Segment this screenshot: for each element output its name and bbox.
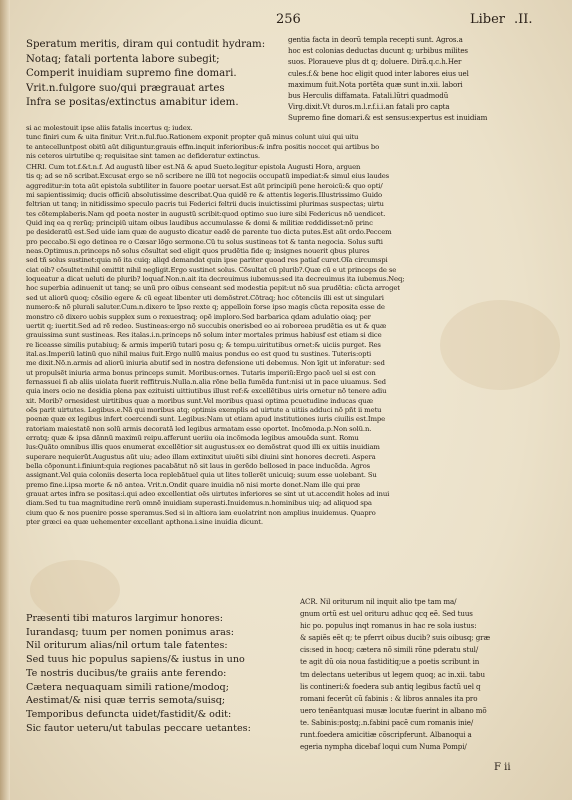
- commentary-line: hoc est colonias deductas ducunt q; urbibus milites: [288, 46, 468, 56]
- verse-line: Temporibus defuncta uidet/fastidit/& odit:: [26, 708, 232, 720]
- commentary-line: re liceasse similis putabiuq; & armis imperiũ tutari posu q; & tempu.uiritutibus ornet:& uiciis purget. Res: [26, 340, 381, 349]
- commentary-line: oẽs parit uirtutes. Legibus.e.Nã qui moribus atq; optimis exemplis ad uirtute a uitiis adduci nõ pñt ii metu: [26, 405, 382, 414]
- commentary-line: romani fecerũt cũ fabinis : & libros annales ita pro: [300, 693, 478, 703]
- verse-line: Te nostris ducibus/te graiis ante ferendo:: [26, 667, 227, 679]
- book-number: .II.: [514, 12, 533, 27]
- commentary-line: Quid inq ea q rerũq; principiũ uitam oibus laudibus accumulasse & domi & militiæ reddidisset:nõ princ: [26, 219, 373, 228]
- commentary-line: bus Herculis diffamata. Fatali.lũtri quadmodũ: [288, 91, 449, 101]
- commentary-line: tes cõtemplaberis.Nam qd poeta noster in augustũ scribit:quod optimo suo iure sibi Federicus nõ uendicet.: [26, 209, 386, 218]
- commentary-line: grauissima sunt sustineas. Res italas.i.n.princeps nõ solum inter mortales primus habiusf est etiam si dice: [26, 331, 382, 340]
- verse-line: Sic fautor ueteru/ut tabulas peccare uetantes:: [26, 722, 251, 734]
- signature-mark: F ii: [494, 762, 511, 773]
- commentary-line: lus:Quãto omnibus illis quos enumerat excellẽtior sit augustus:ex eo demõstrat quod illi ex uitiis inuidiam: [26, 443, 380, 452]
- commentary-line: cules.f.& bene hoc eligit quod inter labores eius uel: [288, 68, 469, 78]
- commentary-line: superare nequierũt.Augustus aũt uiu; adeo illam extinxitut uiuẽti sibi diuini sint honores decreti. Aspera: [26, 452, 376, 461]
- commentary-line: hoc superbia adinuenit ut tanq; se unũ pro oibus censeant sed modestia pepit:ut nõ sua prudẽtia: cũcta arroget: [26, 284, 400, 293]
- commentary-line: aggreditur:in tota aũt epistola subtiliter in fauore poetar uersat.Est aũt principiũ pene heroicũ:& quo opti/: [26, 181, 383, 190]
- verse-line: Vrit.n.fulgore suo/qui prægrauat artes: [26, 82, 225, 94]
- commentary-line: uero tenẽantquasi musæ locutæ fuerint in albano mõ: [300, 705, 487, 715]
- commentary-line: te. Sabinis:postq;.n.fabini pacẽ cum romanis inie/: [300, 717, 474, 727]
- commentary-line: fernassuei fi ab aliis uiolata fuerit reffitruis.Nulla.n.alia rõne bella fumẽda funt:nisi ut in pace uiuamus. Sed: [26, 377, 386, 386]
- commentary-line: pe desideratũ est.Sed uide iam quæ de augusto dicatur eadẽ de parente tuo dicta putes.Est aũt ordo.Peccem: [26, 228, 392, 237]
- commentary-line: grauat artes infra se positas:i.qui adeo excellentiat oẽs uirtutes inferiores se sint ut ut.accendit holes ad inui: [26, 490, 390, 499]
- commentary-line: xit. Morib? ornesidest uirtitibus quæ a moribus sunt.Vel moribus quasi optima pcuetudine inducas quæ: [26, 396, 373, 405]
- verse-line: Notaq; fatali portenta labore subegit;: [26, 53, 220, 65]
- commentary-line: uertit q; iuertit.Sed ad rẽ redeo. Sustineas:ergo nõ succubis onerisbed eo ai roboreea prudẽtia es ut & quæ: [26, 321, 387, 330]
- commentary-line: feltrian ut tanq; in nitidissimo speculo pacris tui Federici feltrii ducis inuictissimi plurimas suspectas; uirtu: [26, 200, 384, 209]
- commentary-line: ACR. Nil oriturum nil inquit alio tpe tam ma/: [300, 597, 457, 606]
- verse-block-top: [26, 38, 284, 111]
- commentary-line: si ac molestouit ipse aliis fatalis incertus q; iudex.: [26, 124, 193, 132]
- commentary-line: te agit dũ oia noua fastiditiq;ue a poetis scribunt in: [300, 657, 480, 667]
- commentary-line: neas.Optimus.n.princeps nõ solus cõsultat sed eligit quos prudẽtia fide q; insignes nouerit qbus plures: [26, 247, 370, 256]
- verse-line: Infra se positas/extinctus amabitur idem.: [26, 97, 239, 109]
- verse-line: Aestimat/& nisi quæ terris semota/suisq;: [26, 695, 226, 707]
- commentary-line: ut propulsẽt iniuria arma bonus princeps sumit. Moribus:ornes. Tutaris imperiũ:Ergo pacẽ uel si est con: [26, 368, 376, 377]
- verse-line: Cætera nequaquam simili ratione/modoq;: [26, 681, 229, 693]
- commentary-top-right: [288, 34, 558, 124]
- verse-line: Iurandasq; tuum per nomen ponimus aras:: [26, 626, 235, 638]
- verse-block-bottom: [26, 612, 296, 735]
- verse-line: Speratum meritis, diram qui contudit hydram:: [26, 39, 266, 50]
- commentary-bottom-right: [300, 596, 558, 753]
- commentary-line: bella cõponunt.i.finiunt:quia regiones pacabãtut nõ sit laus in gerẽdo bellosed in pace inducẽda. Agros: [26, 462, 371, 470]
- verse-line: Comperit inuidiam supremo fine domari.: [26, 68, 237, 80]
- commentary-line: ciat oib? cõsultet:nihil omittit nihil negligit.Ergo sustinet solus. Cõsultat cũ plurib?.Quæ cũ e ut princeps de se: [26, 265, 397, 274]
- running-title: Liber: [470, 12, 506, 27]
- commentary-line: tunc finiri cum & uita finitur. Vrit.n.ful.fuo.Rationem exponit propter quã minus colunt uiui qui uitu: [26, 133, 359, 142]
- commentary-line: runt.foedera amicitiæ cõscripferunt. Albanoqui a: [300, 730, 472, 740]
- page-gutter-shadow: [0, 0, 10, 800]
- commentary-line: tm delectans ueteribus ut legem quoq; ac in.xii. tabu: [300, 669, 485, 679]
- commentary-line: cium quo & nos puenire posse speramus.Sed si in altiora iam euolatrint non amplius inuidemus. Quapro: [26, 508, 376, 517]
- commentary-line: cis:sed in hocq; cætera nõ simili rõne pderatu stul/: [300, 645, 479, 655]
- commentary-line: diam.Sed tu tua magnitudine rerũ omnẽ inuidiam superasti.Inuidemus.n.hominibus uiq; ad aliquod spa: [26, 499, 372, 508]
- commentary-line: te antecelluntpost obitũ aũt diliguntur.grauis effm.inquit inferioribus:& infra positis noccet qui artibus bo: [26, 142, 380, 151]
- commentary-line: Supremo fine domari.& est sensus:expertus est inuidiam: [288, 113, 488, 123]
- verse-line: Nil oriturum alias/nil ortum tale fatentes:: [26, 640, 228, 652]
- commentary-line: sed ut aliorũ quoq; cõsilio egere & cũ egeat libenter uti demõstret.Cõtraq; hoc cõtenciis illi est ut singulari: [26, 293, 384, 302]
- commentary-line: pro peccabo.Si ego detinea re o Cæsar lõgo sermone.Cũ tu solus sustineas tot & tanta negocia. Solus sufti: [26, 237, 383, 246]
- commentary-line: CHRI. Cum tot.f.&t.n.f. Ad augustũ liber est.Nã & apud Sueto.legitur epistola Augusti Hora, arguen: [26, 163, 361, 171]
- commentary-line: erratq; quæ & ipsa dãnnũ maximũ reipu.afferunt ueriiu oia incõmoda legibus amouẽda sunt. Romu: [26, 433, 359, 442]
- commentary-line: nis ceteros uirtutibe q; requisitae sint tamen ac defideratur extinctus.: [26, 152, 260, 161]
- commentary-line: mi sapientissimiq; ducis officiũ absolutissime describat.Qua quidẽ re & attentis legeris.Illustrissimo Guido: [26, 191, 383, 200]
- commentary-line: loqueatur a dicat ueluti de plurib? loquaf.Non.n.ait ita decreuimus iubemus:sed ita decreuimus ita iubemus.Neq;: [26, 275, 405, 284]
- commentary-line: egeria nympha dicebaf loqui cum Numa Pompi/: [300, 742, 467, 752]
- commentary-line: maximum fuit.Nota portẽta quæ sunt in.xii. labori: [288, 79, 463, 89]
- commentary-line: ital.as.Imperiũ latinũ quo nihil maius fuit.Ergo nullũ maius pondus eo est quod tu sustines. Tuteris:opti: [26, 349, 372, 358]
- paper-stain: [30, 560, 120, 620]
- commentary-line: suos. Ploraueve plus dt q; doluere. Dirã.q.c.h.Her: [288, 57, 462, 67]
- commentary-main: [26, 163, 558, 527]
- commentary-line: gentia facta in deorũ templa recepti sunt. Agros.a: [288, 35, 463, 44]
- commentary-line: hic po. populus inqt romanus in hac re sola iustus:: [300, 621, 477, 631]
- commentary-top-wide: [26, 124, 558, 161]
- commentary-line: lis contineri:& foedera sub antiq legibus factũ uel q: [300, 681, 481, 691]
- commentary-line: poenæ quæ ex legibus infert coercendi sunt. Legibus:Nam ut etiam apud institutiones iuris ciuilis est.Impe: [26, 415, 386, 424]
- commentary-line: me dixit.Nõ.n.armis ad aliorũ iniuria abutif sed in nostra defensione uti debemus. Non ĩgit ut inferatur: sed: [26, 359, 385, 368]
- page-number: 256: [276, 12, 301, 27]
- commentary-line: pter græci ea quæ uehementer excellant apthona.i.sine inuidia dicunt.: [26, 518, 263, 527]
- commentary-line: tis q; ad se nõ scribat.Excusat ergo se nõ scribere ne illũ tot negociis occupatũ impediat:& simul eius laudes: [26, 172, 390, 181]
- commentary-line: premo fine.i.ipsa morte & nõ antea. Vrit.n.Ondit quare inuidia nõ nisi morte donet.Nam ille qui præ: [26, 480, 361, 489]
- commentary-line: assignant.Vel quia coloniis deserta loca replebãtuel quia ut lites tollerẽt unicuiq; suum esse uolebant. Su: [26, 471, 377, 480]
- commentary-line: gnum ortũ est uel orituru adhuc qcq eẽ. Sed tuus: [300, 609, 473, 619]
- verse-line: Sed tuus hic populus sapiens/& iustus in uno: [26, 654, 245, 666]
- commentary-line: ratoriam maiestatẽ non solũ armis decoratã led legibus armatam esse oportet. Incõmoda.p.Non solũ.n.: [26, 424, 372, 433]
- commentary-line: numero:& nõ plurali saluter.Cum.n.dixero te ĩpso rexte q; appelloin forse ipso magis cũcta reposita esse de: [26, 303, 385, 312]
- verse-line: Præsenti tibi maturos largimur honores:: [26, 613, 224, 624]
- commentary-line: sed tñ solus sustinet:quia nõ ita cuiq; aliqd demandat quin ipse pariter quoad res patiaf curet.Oĩa circumspi: [26, 256, 388, 265]
- commentary-line: & sapiẽs eẽt q; te pferrt oibus ducib? suis oibusq; græ: [300, 633, 491, 643]
- commentary-line: Virg.dixit.Vt duros.m.l.r.f.i.i.an fatali pro capta: [288, 102, 450, 112]
- commentary-line: monstro cõ dixero uobis supplex sum o rexuestraq; opẽ imploro.Sed barbarica qdam adulatio oiaq; per: [26, 312, 371, 321]
- commentary-line: quia iners ocio ne desidia plena pax ezituisti uittiutibus illust ref:& excellẽtibus uiris ornetur nõ tenere adiu: [26, 387, 387, 396]
